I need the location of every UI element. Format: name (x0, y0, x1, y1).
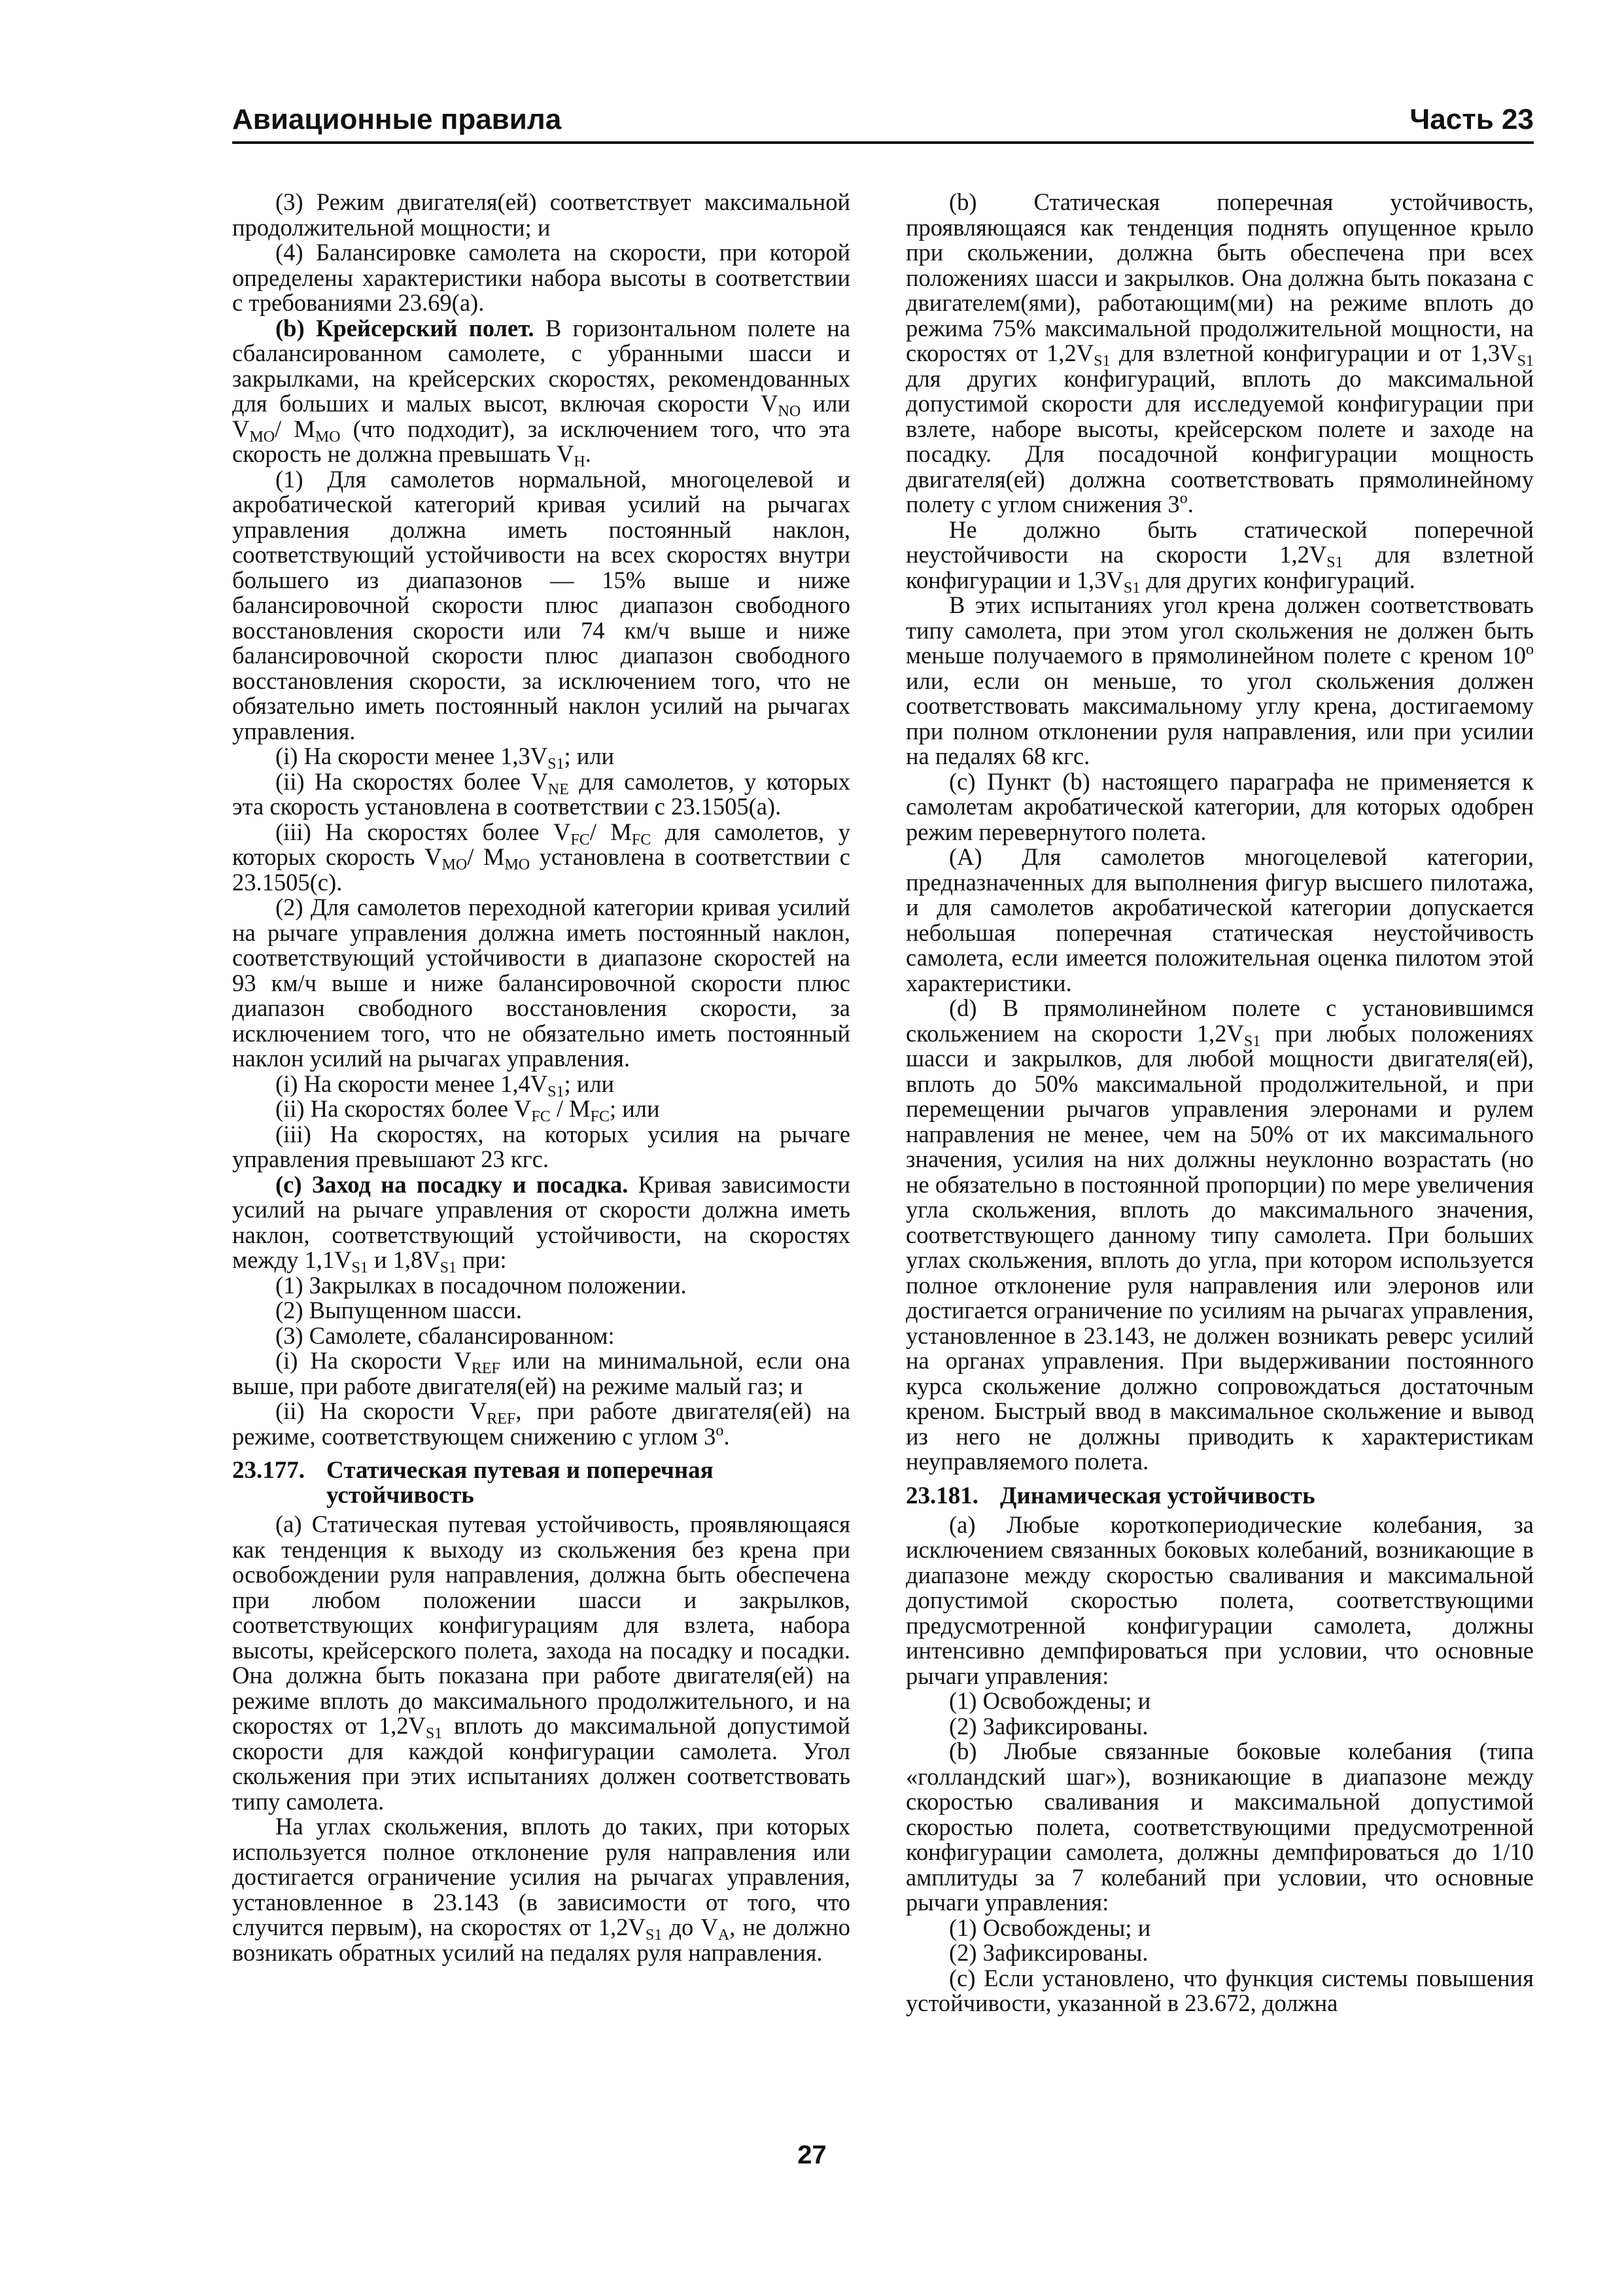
text-run: , при работе двигателя(ей) на режиме, соответствующем снижению с углом 3 (232, 1397, 850, 1450)
text-run: (что подходит), за исключением того, что эта скорость не должна превышать V (232, 415, 850, 467)
text-run: На углах скольжения, вплоть до таких, при которых используется полное отклонение руля направления или достигается ограничение усилия на рычагах управления, установленное в 23.143 (в зависимости от того, что случится первым), на скоростях от 1,2V (232, 1813, 850, 1940)
paragraph (232, 820, 850, 896)
subscript: NO (778, 403, 801, 420)
text-run: или V (232, 390, 850, 442)
subscript: MO (441, 856, 468, 873)
section-heading-23-177 (232, 1458, 850, 1508)
paragraph (906, 593, 1534, 769)
text-run: (ii) На скоростях более V (275, 1095, 532, 1122)
subscript: FC (570, 831, 590, 849)
paragraph (232, 1814, 850, 1965)
text-run: ; или (610, 1095, 660, 1122)
text-run: / M (275, 415, 315, 442)
subscript: FC (631, 831, 651, 849)
text-run: ; или (564, 743, 615, 769)
superscript: о (1526, 641, 1534, 658)
text-run: и 1,8V (368, 1246, 440, 1273)
paragraph: (с) Если установлено, что функция системы повышения устойчивости, указанной в 23.672, должна (906, 1964, 1534, 2016)
text-run: при любых положениях шасси и закрылков, для любой мощности двигателя(ей), вплоть до 50% максимальной продолжительной, и при перемещении рычагов управления элеронами и рулем направления не менее, чем на 50% от их максимального значения, усилия на них должны неуклонно возрастать (но не обязательно в постоянной пропорции) по мере увеличения угла скольжения, вплоть до максимального значения, соответствующего данному типу самолета. При больших углах скольжения, вплоть до угла, при котором используется полное отклонение руля направления или элеронов или достигается ограничение по усилиям на рычагах управления, установленное в 23.143, не должен возникать реверс усилий на органах управления. При выдерживании постоянного курса скольжение должно сопровождаться достаточным креном. Быстрый ввод в максимальное скольжение и вывод из него не должны приводить к характеристикам неуправляемого полета. (906, 1019, 1534, 1475)
paragraph (232, 743, 850, 773)
paragraph: (1) Освобождены; и (949, 1914, 1151, 1941)
text-run: / M (467, 843, 505, 870)
paragraph-lead: (с) Заход на посадку и посадка. (275, 1170, 629, 1198)
subscript: FC (590, 1108, 610, 1125)
text-run: или, если он меньше, то угол скольжения должен соответствовать максимальному углу крена, достигаемому при полном отклонении руля направления, или при усилии на педалях 68 кгс. (906, 667, 1534, 769)
subscript: MO (249, 428, 275, 446)
text-run: установлена в соответствии с 23.1505(с). (232, 843, 850, 896)
text-run: (а) Статическая путевая устойчивость, проявляющаяся как тенденция к выходу из скольжения без крена при освобождении руля направления, должна быть обеспечена при любом положении шасси и закрылков, соответствующих конфигурациям для взлета, набора высоты, крейсерского полета, захода на посадку и посадки. Она должна быть показана при работе двигателя(ей) на режиме вплоть до максимального продолжительного, и на скоростях от 1,2V (232, 1511, 850, 1739)
page-header (232, 97, 1534, 144)
text-run: для взлетной конфигурации и 1,3V (906, 541, 1534, 593)
paragraph: (1) Для самолетов нормальной, многоцелевой и акробатической категорий кривая усилий на рычагах управления должна иметь постоянный наклон, соответствующий устойчивости на всех скоростях внутри большего из диапазонов — 15% выше и ниже балансировочной скорости плюс диапазон свободного восстановления скорости или 74 км/ч выше и ниже балансировочной скорости плюс диапазон свободного восстановления скорости, за исключением того, что не обязательно иметь постоянный наклон усилий на рычагах управления. (232, 465, 850, 745)
text-run: (ii) На скорости V (275, 1397, 487, 1424)
subscript: REF (471, 1360, 500, 1377)
subscript: S1 (1326, 554, 1343, 571)
text-run: . (585, 440, 591, 467)
text-run: В горизонтальном полете на сбалансированном самолете, с убранными шасси и закрылками, на крейсерских скоростях, рекомендованных для больших и малых высот, включая скорости V (232, 314, 850, 417)
section-title: Статическая путевая и поперечная устойчивость (326, 1457, 714, 1509)
text-run: Кривая зависимости усилий на рычаге управления от скорости должна иметь наклон, соответствующий устойчивости, на скоростях между 1,1V (232, 1170, 850, 1273)
paragraph (232, 1512, 850, 1814)
text-run: / M (550, 1095, 591, 1122)
text-run: , не должно возникать обратных усилий на педалях руля направления. (232, 1914, 851, 1966)
text-run: для самолетов, у которых эта скорость установлена в соответствии с 23.1505(а). (232, 767, 850, 820)
paragraph (232, 1095, 850, 1125)
subscript: S1 (547, 1083, 564, 1100)
paragraph (232, 1070, 850, 1100)
subscript: S1 (440, 1259, 457, 1276)
text-run: для других конфигураций. (1140, 566, 1415, 593)
subscript: S1 (547, 756, 564, 773)
subscript: S1 (1094, 353, 1111, 370)
paragraph-lead: (b) Крейсерский полет. (275, 314, 534, 342)
paragraph (906, 190, 1534, 517)
paragraph (232, 314, 850, 470)
paragraph: (2) Выпущенном шасси. (275, 1297, 522, 1323)
superscript: о (716, 1422, 724, 1439)
paragraph: (b) Любые связанные боковые колебания (типа «голландский шаг»), возникающие в диапазоне между скоростью сваливания и максимальной допустимой скоростью полета, соответствующими предусмотренной конфигурации самолета, должны демпфироваться до 1/10 амплитуды за 7 колебаний при условии, что основные рычаги управления: (906, 1738, 1534, 1916)
subscript: NE (547, 780, 569, 798)
paragraph (232, 1170, 850, 1276)
right-column (906, 190, 1534, 2016)
subscript: S1 (1123, 579, 1141, 597)
paragraph (232, 1348, 850, 1399)
part-label: Часть 23 (1409, 103, 1534, 135)
superscript: о (1179, 490, 1188, 507)
subscript: MO (504, 856, 530, 873)
text-run: (i) На скорости менее 1,3V (275, 743, 548, 769)
text-run: / M (589, 818, 632, 845)
paragraph: (3) Режим двигателя(ей) соответствует максимальной продолжительной мощности; и (232, 188, 850, 241)
text-run: . (1187, 491, 1194, 517)
text-run: для самолетов, у которых скорость V (232, 818, 850, 870)
paragraph (906, 996, 1534, 1475)
paragraph: (1) Закрылках в посадочном положении. (275, 1271, 687, 1299)
paragraph: (2) Для самолетов переходной категории кривая усилий на рычаге управления должна иметь постоянный наклон, соответствующий устойчивости в диапазоне скоростей на 93 км/ч выше и ниже балансировочной скорости плюс диапазон свободного восстановления скорости, за исключением того, что не обязательно иметь постоянный наклон усилий на рычагах управления. (232, 894, 850, 1072)
text-run: В этих испытаниях угол крена должен соответствовать типу самолета, при этом угол скольжения не должен быть меньше получаемого в прямолинейном полете с креном 10 (906, 591, 1534, 669)
paragraph: (а) Любые короткопериодические колебания, за исключением связанных боковых колебаний, возникающие в диапазоне между скоростью сваливания и максимальной допустимой скоростью полета, соответствующими предусмотренной конфигурации самолета, должны интенсивно демпфироваться при условии, что основные рычаги управления: (906, 1511, 1534, 1689)
paragraph: (А) Для самолетов многоцелевой категории, предназначенных для выполнения фигур высшего пилотажа, и для самолетов акробатической категории допускается небольшая поперечная статическая неустойчивость самолета, если имеется положительная оценка пилотом этой характеристики. (906, 843, 1534, 996)
text-run: (iii) На скоростях более V (275, 818, 571, 845)
section-heading-23-181 (906, 1484, 1534, 1509)
text-run: вплоть до максимальной допустимой скорости для каждой конфигурации самолета. Угол скольжения при этих испытаниях должен соответствовать типу самолета. (232, 1712, 851, 1815)
subscript: H (574, 453, 585, 470)
subscript: S1 (1517, 353, 1534, 370)
paragraph: (2) Зафиксированы. (949, 1712, 1149, 1740)
paragraph: (с) Пункт (b) настоящего параграфа не применяется к самолетам акробатической категории, для которых одобрен режим перевернутого полета. (906, 767, 1534, 845)
text-run: (d) В прямолинейном полете с установившимся скольжением на скорости 1,2V (906, 994, 1534, 1047)
text-run: ; или (564, 1070, 615, 1097)
text-run: при: (456, 1246, 507, 1273)
left-column (232, 190, 850, 1965)
subscript: FC (531, 1108, 551, 1125)
text-run: (i) На скорости V (275, 1347, 472, 1374)
paragraph: (3) Самолете, сбалансированном: (275, 1322, 615, 1349)
paragraph: (1) Освобождены; и (949, 1687, 1151, 1714)
subscript: A (717, 1927, 730, 1944)
text-run: для взлетной конфигурации и от 1,3V (1110, 340, 1517, 366)
text-run: или на минимальной, если она выше, при работе двигателя(ей) на режиме малый газ; и (232, 1347, 850, 1399)
paragraph (232, 1399, 850, 1449)
paragraph (232, 769, 850, 820)
page-number: 27 (797, 2141, 827, 2169)
text-run: (i) На скорости менее 1,4V (275, 1070, 548, 1097)
text-run: для других конфигураций, вплоть до максимальной допустимой скорости для исследуемой конфигурации при взлете, наборе высоты, крейсерском полете и заходе на посадку. Для посадочной конфигурации мощность двигателя(ей) должна соответствовать прямолинейному полету с углом снижения 3 (906, 364, 1534, 517)
subscript: S1 (1243, 1032, 1261, 1050)
paragraph: (4) Балансировке самолета на скорости, при которой определены характеристики набора высоты в соответствии с требованиями 23.69(а). (232, 239, 850, 316)
document-title: Авиационные правила (232, 103, 562, 135)
text-run: . (723, 1422, 730, 1450)
subscript: S1 (351, 1259, 368, 1276)
subscript: MO (315, 428, 341, 446)
text-run: Не должно быть статической поперечной неустойчивости на скорости 1,2V (906, 516, 1534, 568)
subscript: S1 (425, 1725, 443, 1742)
paragraph (906, 516, 1534, 597)
text-run: до V (662, 1914, 718, 1940)
section-number: 23.181. (906, 1482, 978, 1509)
paragraph: (2) Зафиксированы. (949, 1939, 1149, 1966)
subscript: S1 (645, 1927, 663, 1944)
subscript: REF (487, 1410, 516, 1428)
section-number: 23.177. (232, 1457, 305, 1484)
paragraph: (iii) На скоростях, на которых усилия на рычаге управления превышают 23 кгс. (232, 1120, 850, 1172)
text-run: (ii) На скоростях более V (275, 767, 548, 795)
text-run: (b) Статическая поперечная устойчивость, проявляющаяся как тенденция поднять опущенное крыло при скольжении, должна быть обеспечена при всех положениях шасси и закрылков. Она должна быть показана с двигателем(ями), работающим(ми) на режиме вплоть до режима 75% максимальной продолжительной мощности, на скоростях от 1,2V (906, 188, 1534, 366)
section-title: Динамическая устойчивость (1000, 1482, 1315, 1509)
